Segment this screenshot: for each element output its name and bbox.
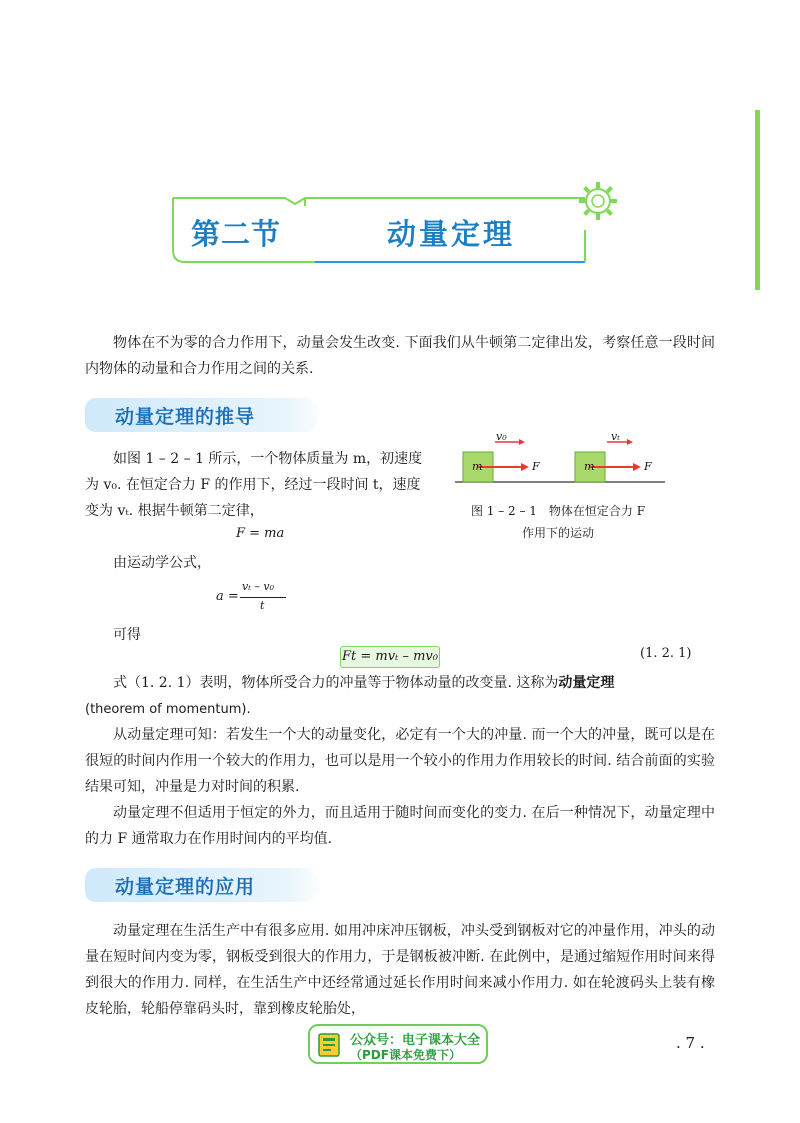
formula-acceleration xyxy=(216,580,296,616)
figure-caption-line1: 图 1 – 2 – 1 物体在恒定合力 F xyxy=(470,504,646,518)
subheading-derivation-text: 动量定理的推导 xyxy=(115,406,256,428)
figure-label-F1: F xyxy=(532,460,540,473)
figure-motion xyxy=(455,428,665,492)
badge-line1: 公众号：电子课本大全 xyxy=(350,1033,481,1048)
subheading-derivation xyxy=(85,398,325,432)
figure-label-vt: vₜ xyxy=(611,430,620,443)
formula-a-numerator: vₜ – v₀ xyxy=(242,580,275,593)
theorem-text-a: 式（1. 2. 1）表明，物体所受合力的冲量等于物体动量的改变量. 这称为 xyxy=(113,675,559,691)
figure-label-v0: v₀ xyxy=(496,430,507,443)
section-number: 第二节 xyxy=(191,217,282,251)
theorem-paragraph xyxy=(85,670,715,723)
derivation-paragraph-6: 动量定理不但适用于恒定的外力，而且适用于随时间而变化的变力. 在后一种情况下，动量定理中的力 F 通常取力在作用时间内的平均值. xyxy=(85,805,715,847)
figure-label-m2: m xyxy=(584,460,595,473)
derivation-paragraph-5: 从动量定理可知：若发生一个大的动量变化，必定有一个大的冲量. 而一个大的冲量，既可以是在很短的时间内作用一个较大的作用力，也可以是用一个较小的作用力作用较长的时间. 结合前面的实验结果可知，冲量是力对时间的积累. xyxy=(85,727,715,795)
application-paragraph: 动量定理在生活生产中有很多应用. 如用冲床冲压钢板，冲头受到钢板对它的冲量作用，冲头的动量在短时间内变为零，钢板受到很大的作用力，于是钢板被冲断. 在此例中，是通过缩短作用时间来得到很大的作用力. 同样，在生活生产中还经常通过延长作用时间来减小作用力. 如在轮渡码头上装有橡皮轮胎，轮船停靠码头时，靠到橡皮轮胎处， xyxy=(85,923,715,1017)
boxed-equation: Ft = mvₜ – mv₀ xyxy=(340,646,440,668)
figure-label-m1: m xyxy=(472,460,483,473)
formula-a-lhs: a = xyxy=(216,589,239,604)
figure-caption-line2: 作用下的运动 xyxy=(521,526,594,540)
fraction-line xyxy=(240,597,286,598)
subheading-application xyxy=(85,868,325,902)
figure-label-F2: F xyxy=(644,460,652,473)
theorem-term: 动量定理 xyxy=(558,675,615,691)
subheading-application-text: 动量定理的应用 xyxy=(115,876,256,898)
edge-strip xyxy=(755,110,760,290)
section-title: 动量定理 xyxy=(387,217,516,251)
intro-paragraph: 物体在不为零的合力作用下，动量会发生改变. 下面我们从牛顿第二定律出发，考察任意一段时间内物体的动量和合力作用之间的关系. xyxy=(85,335,715,377)
equation-number: (1. 2. 1) xyxy=(640,646,692,661)
derivation-paragraph-3: 可得 xyxy=(113,627,141,643)
theorem-text-b: (theorem of momentum). xyxy=(85,702,251,717)
derivation-paragraph-1: 如图 1 – 2 – 1 所示，一个物体质量为 m，初速度为 v₀. 在恒定合力 F 的作用下，经过一段时间 t，速度变为 vₜ. 根据牛顿第二定律， xyxy=(85,451,423,519)
figure-caption xyxy=(448,500,668,544)
page-number: . 7 . xyxy=(676,1034,705,1052)
section-header xyxy=(165,190,605,270)
formula-newton: F = ma xyxy=(236,526,285,541)
formula-a-denominator: t xyxy=(260,599,265,612)
badge-line2: （PDF课本免费下） xyxy=(350,1048,461,1062)
gear-icon xyxy=(575,178,621,224)
derivation-paragraph-2: 由运动学公式， xyxy=(113,555,211,571)
footer-badge xyxy=(308,1024,488,1064)
book-icon xyxy=(316,1031,344,1059)
